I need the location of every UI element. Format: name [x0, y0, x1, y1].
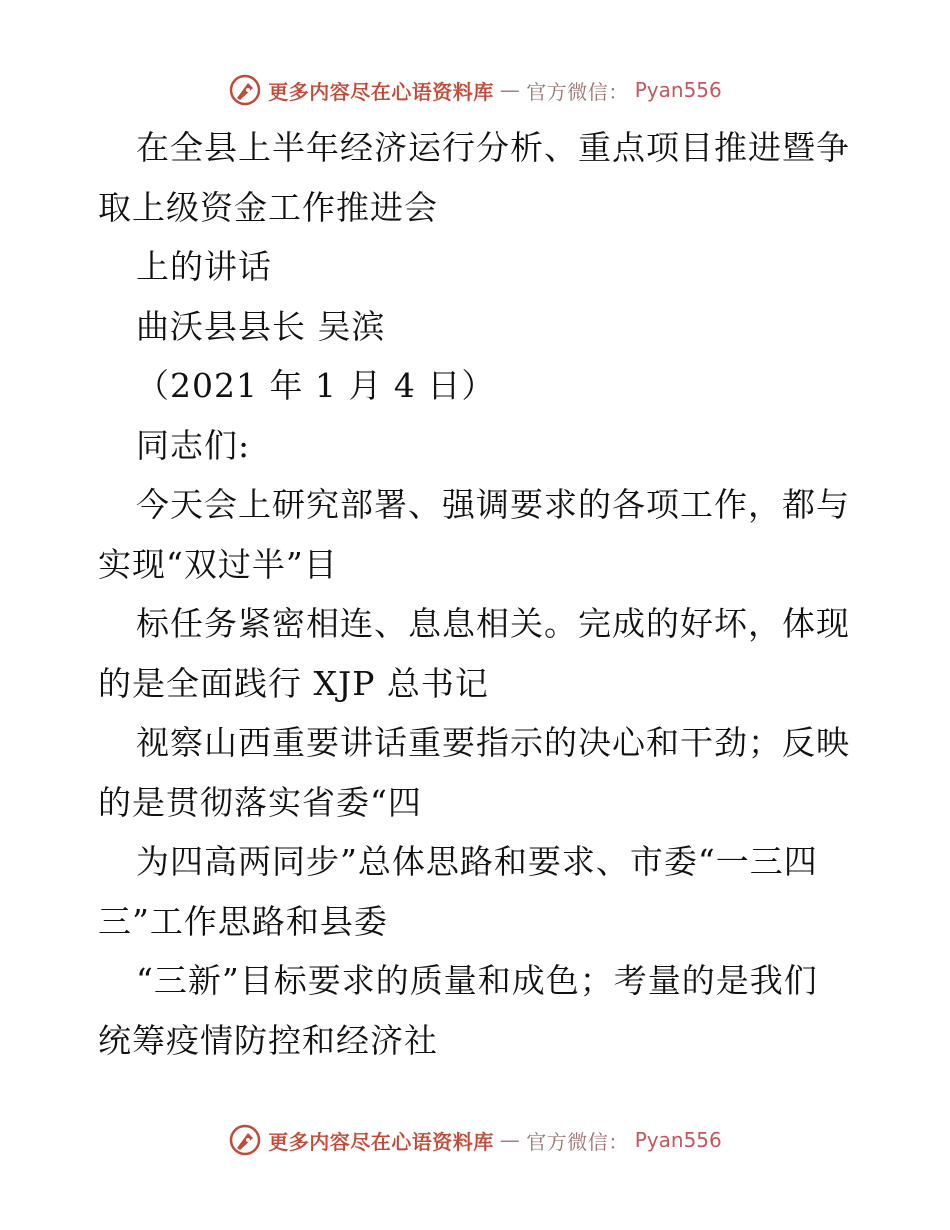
pen-nib-circle-icon [228, 73, 262, 107]
title-line-3: 上的讲话 [136, 247, 272, 286]
header-watermark [0, 70, 950, 110]
watermark-handle: Pyan556 [634, 78, 722, 102]
watermark-brand: 更多内容尽在心语资料库 [268, 79, 494, 104]
watermark-separator: — [499, 1128, 521, 1152]
body-line: 的是贯彻落实省委“四 [98, 782, 422, 822]
watermark-label: 官方微信： [526, 79, 629, 104]
body-line: 统筹疫情防控和经济社 [98, 1020, 438, 1060]
body-line: “三新”目标要求的质量和成色；考量的是我们 [136, 961, 818, 1000]
document-body [98, 118, 858, 1070]
watermark-brand: 更多内容尽在心语资料库 [268, 1129, 494, 1154]
title-line-2: 取上级资金工作推进会 [98, 187, 438, 227]
date-line: （2021 年 1 月 4 日） [136, 366, 496, 405]
salutation-line: 同志们: [136, 425, 251, 465]
body-line: 为四高两同步”总体思路和要求、市委“一三四 [136, 842, 818, 881]
body-line: 的是全面践行 XJP 总书记 [98, 663, 489, 703]
speaker-line: 曲沃县县长 吴滨 [136, 306, 386, 346]
title-line-1: 在全县上半年经济运行分析、重点项目推进暨争 [136, 128, 850, 167]
body-line: 视察山西重要讲话重要指示的决心和干劲；反映 [136, 723, 850, 762]
watermark-label: 官方微信： [526, 1129, 629, 1154]
pen-nib-circle-icon [228, 1123, 262, 1157]
body-line: 三”工作思路和县委 [98, 901, 388, 941]
footer-watermark [0, 1120, 950, 1160]
body-line: 标任务紧密相连、息息相关。完成的好坏，体现 [136, 604, 850, 643]
watermark-handle: Pyan556 [634, 1128, 722, 1152]
watermark-separator: — [499, 78, 521, 102]
body-line: 今天会上研究部署、强调要求的各项工作，都与 [136, 485, 850, 524]
body-line: 实现“双过半”目 [98, 544, 338, 584]
